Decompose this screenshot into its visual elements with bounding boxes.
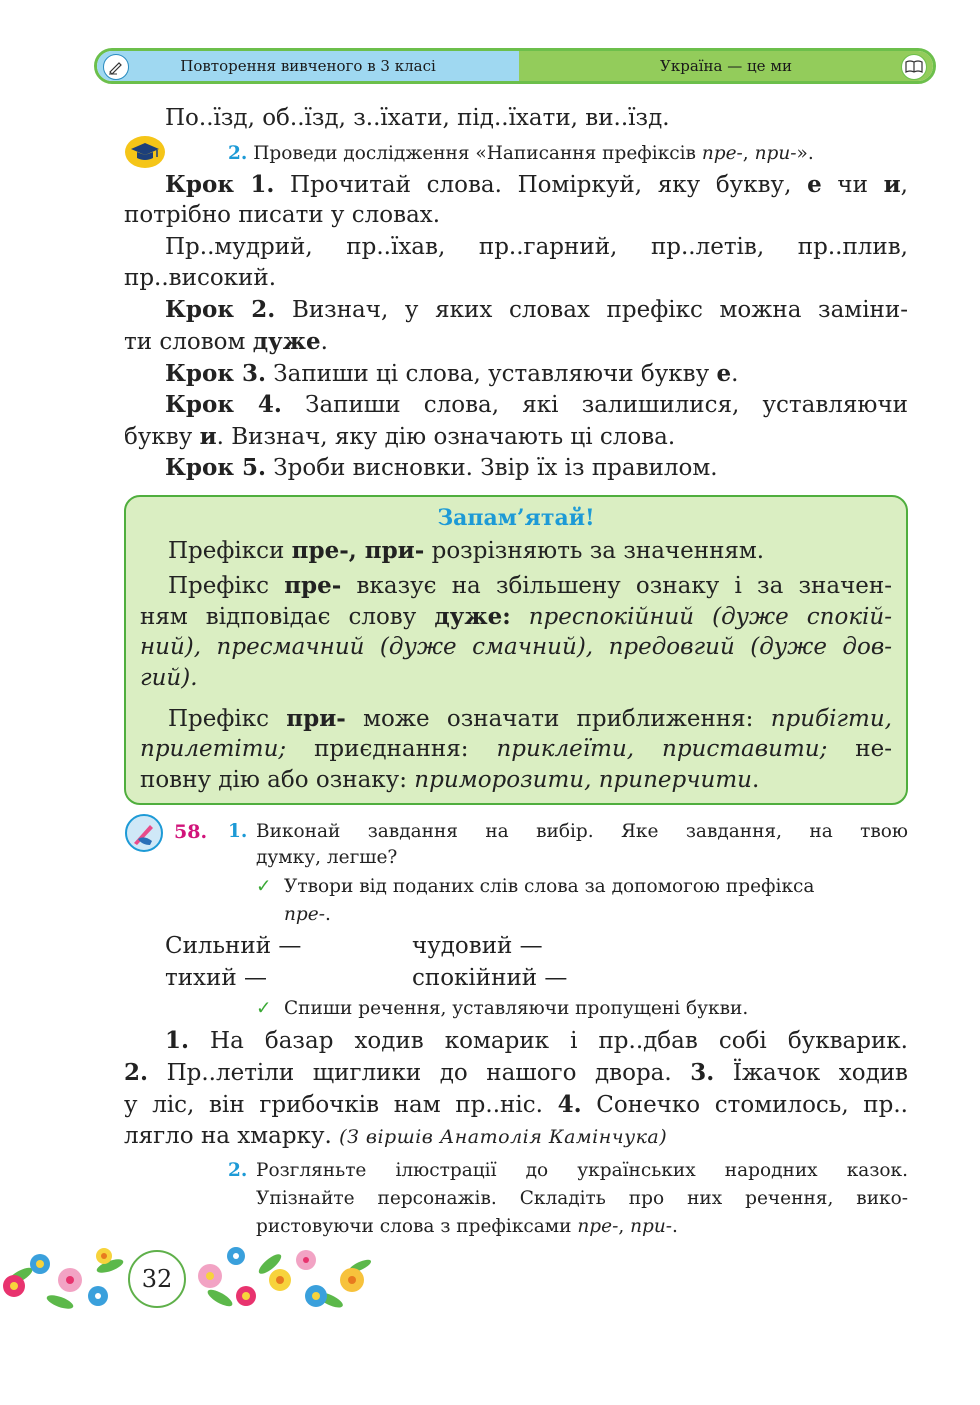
sentence-3-number: 3. [690, 1059, 715, 1086]
separator: , [618, 1216, 631, 1237]
check-b-line: Спиши речення, уставляючи пропущені букви. [284, 998, 749, 1019]
writing-hand-icon [124, 813, 164, 853]
word-3: тихий — [165, 965, 267, 991]
examples-pryednannya: приклеїти, приставити; [496, 736, 828, 762]
pen-note-icon [103, 54, 129, 80]
period: . [731, 361, 739, 387]
floral-ornament [0, 1236, 380, 1322]
task-2-end: ». [796, 143, 814, 164]
check-a-line-2 [284, 902, 331, 928]
remember-p3-line-2 [140, 734, 892, 765]
task-1-num: 1. [228, 821, 248, 842]
graduation-cap-icon [124, 133, 166, 169]
word-duzhe: дуже: [434, 603, 511, 630]
remember-title: Запам’ятай! [437, 505, 595, 531]
remember-p2-line-3 [140, 632, 892, 663]
words-line-2: пр..високий. [124, 265, 277, 291]
remember-box [124, 495, 908, 805]
step-4-line-2-a: букву [124, 424, 200, 450]
step-4-label: Крок 4. [165, 391, 282, 418]
step-5-label: Крок 5. [165, 454, 266, 481]
task-2b-num: 2. [228, 1160, 248, 1181]
step-3-text: Запиши ці слова, уставляючи букву [265, 361, 717, 387]
period: . [320, 329, 328, 355]
step-1-line [165, 169, 908, 201]
word-4: спокійний — [412, 965, 568, 991]
word-1: Сильний — [165, 933, 302, 959]
task-2b-number [228, 1158, 247, 1184]
step-3-label: Крок 3. [165, 360, 266, 387]
letter-e: е [716, 360, 732, 387]
words-line-1 [165, 232, 908, 263]
sentence-line-2 [124, 1057, 908, 1089]
remember-p1-c: розрізняють за значенням. [424, 538, 765, 564]
task-1-line-1-text: Виконай завдання на вибір. Яке завдання, на твою [256, 821, 908, 842]
prefixes-bold: пре-, при- [291, 537, 425, 564]
remember-p3-l1-c: може означати приближення: [345, 706, 771, 732]
prefix-pre: пре- [284, 904, 325, 925]
sentence-1-number: 1. [165, 1027, 190, 1054]
exercise-58-number [174, 819, 207, 845]
remember-p3-line-3 [140, 765, 759, 796]
prefix-pre-bold: пре- [284, 572, 342, 599]
task-2b-line-1-text: Розгляньте ілюстрації до українських народних казок. [256, 1160, 908, 1181]
header-section-right [519, 51, 933, 81]
step-1-text: Прочитай слова. Поміркуй, яку букву, [274, 172, 808, 198]
remember-p2-line-2 [140, 601, 892, 633]
remember-p3-l1-a: Префікс [168, 706, 287, 732]
check-mark: ✓ [256, 998, 272, 1019]
sentence-3-text: Їжачок ходив [714, 1060, 909, 1086]
step-4-line [165, 389, 908, 421]
prefix-pre: пре- [701, 143, 743, 164]
prefix-pre: пре- [577, 1216, 619, 1237]
sentence-line-1 [165, 1025, 908, 1057]
remember-p3-line-1 [168, 703, 892, 735]
step-5-line [165, 452, 718, 484]
exercise-number: 58. [174, 821, 208, 843]
task-2b-line-1 [256, 1158, 908, 1184]
sentence-2-number: 2. [124, 1059, 149, 1086]
step-4-text: Запиши слова, які залишилися, уставляючи [281, 392, 908, 418]
task-1-line-1 [256, 819, 908, 845]
letter-y: и [199, 423, 217, 450]
letter-e: е [807, 171, 822, 198]
or-word: чи [821, 172, 884, 198]
step-1-label: Крок 1. [165, 171, 275, 198]
sentence-4-text: Сонечко стомилось, пр.. [581, 1092, 908, 1118]
prefix-pri-bold: при- [286, 705, 346, 732]
step-3-line [165, 358, 738, 390]
step-4-line-2-c: . Визнач, яку дію означають ці слова. [216, 424, 676, 450]
step-2-line-2 [124, 326, 328, 358]
remember-p1 [168, 535, 764, 567]
sentence-2-text: Пр..летіли щиглики до нашого двора. [148, 1060, 691, 1086]
word-2: чудовий — [412, 933, 543, 959]
remember-p3-l2-b: приєднання: [286, 736, 497, 762]
examples-italic-2: ний), пресмачний (дуже смачний), предовгий (дуже дов- [140, 634, 892, 660]
examples-italic: преспокійний (дуже спокій- [510, 604, 893, 630]
letter-y: и [883, 171, 901, 198]
check-mark: ✓ [256, 876, 272, 897]
words-line-1-text: Пр..мудрий, пр..їхав, пр..гарний, пр..летів, пр..плив, [165, 234, 908, 260]
remember-p2-l2-a: ням відповідає слову [140, 604, 435, 630]
task-2-line [228, 141, 814, 167]
source-attribution: (З віршів Анатолія Камінчука) [339, 1126, 668, 1148]
step-4-line-2 [124, 421, 675, 453]
period: . [751, 767, 760, 793]
sentence-line-4 [124, 1121, 667, 1153]
sentence-1-text: На базар ходив комарик і пр..дбав собі букварик. [189, 1028, 908, 1054]
header-section-left [97, 51, 519, 81]
step-1-line-2: потрібно писати у словах. [124, 202, 441, 228]
task-1-number [228, 819, 247, 845]
step-2-line-2-a: ти словом [124, 329, 253, 355]
remember-p3-l2-d: не- [827, 736, 892, 762]
comma: , [900, 172, 908, 198]
sentence-3-text-cont: у ліс, він грибочків нам пр..ніс. [124, 1092, 558, 1118]
period: . [672, 1216, 678, 1237]
remember-p2-line-4 [140, 663, 198, 694]
missing-letter-words-line: По..їзд, об..їзд, з..їхати, під..їхати, ви..їзд. [165, 105, 670, 131]
task-2b-line-2-text: Упізнайте персонажів. Складіть про них речення, вико- [256, 1188, 908, 1209]
check-mark-icon [256, 874, 272, 900]
prefix-pri: при- [630, 1216, 673, 1237]
remember-p2-l1-c: вказує на збільшену ознаку і за значен- [341, 573, 892, 599]
example-pribihty: прибігти, [770, 706, 892, 732]
page-header [94, 48, 936, 84]
examples-italic-3: гий). [140, 665, 198, 691]
check-mark-icon [256, 996, 272, 1022]
sentence-line-3 [124, 1089, 908, 1121]
step-5-text: Зроби висновки. Звір їх із правилом. [265, 455, 718, 481]
task-2b-line-3-a: ристовуючи слова з префіксами [256, 1216, 578, 1237]
remember-p2-l1-a: Префікс [168, 573, 285, 599]
book-icon [901, 54, 927, 80]
remember-p1-a: Префікси [168, 538, 292, 564]
page-number: 32 [128, 1250, 186, 1308]
period: . [324, 904, 331, 925]
task-1-line-2: думку, легше? [256, 847, 398, 868]
sentence-4-text-cont: лягло на хмарку. [124, 1123, 340, 1149]
separator: , [742, 143, 755, 164]
task-2-number: 2. [228, 143, 248, 164]
prefix-pri: при- [754, 143, 797, 164]
step-2-text: Визнач, у яких словах префікс можна заміни- [275, 297, 908, 323]
task-2b-line-2 [256, 1186, 908, 1212]
examples-nepovna-diya: приморозити, приперчити [414, 767, 752, 793]
word-duzhe: дуже [252, 328, 321, 355]
step-2-line [165, 294, 908, 326]
task-2-text: Проведи дослідження «Написання префіксів [253, 143, 702, 164]
header-right-title: Україна — це ми [660, 57, 792, 75]
check-a-line-1: Утвори від поданих слів слова за допомогою префікса [284, 876, 815, 897]
remember-p3-l3-a: повну дію або ознаку: [140, 767, 415, 793]
example-pryletity: прилетіти; [140, 736, 287, 762]
sentence-4-number: 4. [557, 1091, 582, 1118]
step-2-label: Крок 2. [165, 296, 276, 323]
remember-p2-line-1 [168, 570, 892, 602]
header-left-title: Повторення вивченого в 3 класі [180, 57, 436, 75]
